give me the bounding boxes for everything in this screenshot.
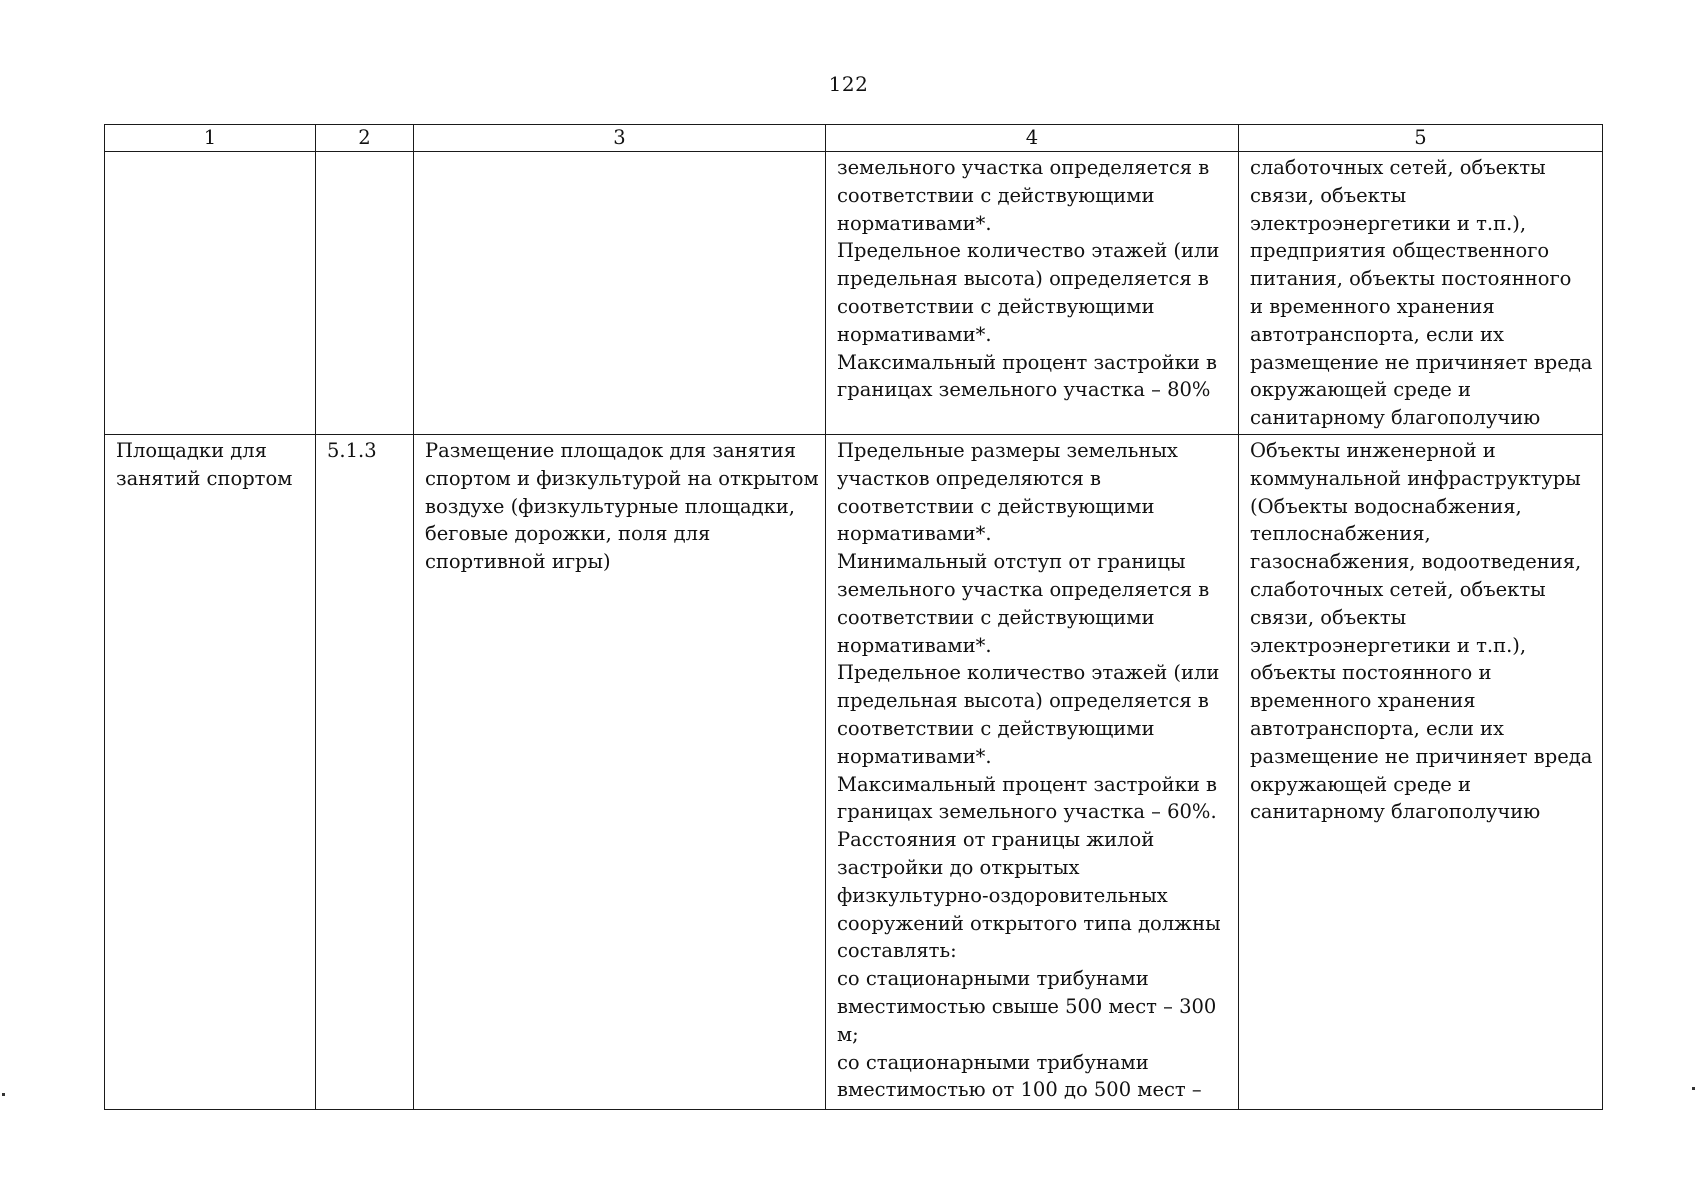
cell-text-line: спортом и физкультурой на открытом [425, 466, 819, 490]
cell-text-line: автотранспорта, если их [1250, 716, 1505, 740]
cell-auxiliary-uses [1239, 152, 1603, 435]
cell-text-line: слаботочных сетей, объекты [1250, 156, 1546, 179]
page-number: 122 [828, 72, 869, 96]
cell-text-line: со стационарными трибунами [837, 967, 1149, 991]
cell-text-line: связи, объекты [1250, 605, 1407, 629]
cell-text-line: вместимостью свыше 500 мест – 300 [837, 994, 1217, 1018]
header-col-5: 5 [1239, 125, 1603, 152]
cell-text-line: Объекты инженерной и [1250, 438, 1496, 462]
table-row-sport-grounds [105, 434, 1603, 1109]
header-col-1: 1 [105, 125, 316, 152]
cell-text-line: Максимальный процент застройки в [837, 772, 1218, 796]
cell-text-line: Расстояния от границы жилой [837, 828, 1155, 852]
cell-text-line: Максимальный процент застройки в [837, 350, 1218, 374]
cell-text-line: связи, объекты [1250, 183, 1407, 207]
cell-use-name [105, 434, 316, 1109]
cell-text-line: границах земельного участка – 60%. [837, 800, 1217, 824]
scan-mark-left [2, 1093, 5, 1096]
table-row-continued [105, 152, 1603, 435]
cell-text-line: и временного хранения [1250, 294, 1495, 318]
cell-text-line: газоснабжения, водоотведения, [1250, 550, 1582, 574]
cell-text-line: земельного участка определяется в [837, 577, 1210, 601]
cell-text-line: автотранспорта, если их [1250, 322, 1505, 346]
header-col-3: 3 [414, 125, 826, 152]
cell-text-line: питания, объекты постоянного [1250, 267, 1572, 291]
cell-text-line: предельная высота) определяется в [837, 689, 1209, 713]
cell-text-line: электроэнергетики и т.п.), [1250, 633, 1527, 657]
cell-text-line: беговые дорожки, поля для [425, 522, 711, 546]
cell-text-line: застройки до открытых [837, 855, 1080, 879]
cell-text-line: Площадки для [116, 438, 267, 462]
cell-text-line: нормативами*. [837, 322, 992, 346]
cell-parameters [826, 434, 1239, 1109]
cell-text-line: нормативами*. [837, 633, 992, 657]
cell-text-line: (Объекты водоснабжения, [1250, 494, 1522, 518]
table-header-row [105, 125, 1603, 152]
cell-text-line: физкультурно-оздоровительных [837, 883, 1168, 907]
cell-text-line: размещение не причиняет вреда [1250, 744, 1593, 768]
cell-text-line: предприятия общественного [1250, 239, 1550, 263]
cell-text-line: соответствии с действующими [837, 716, 1155, 740]
cell-text-line: окружающей среде и [1250, 772, 1471, 796]
cell-text-line: санитарному благополучию [1250, 406, 1541, 430]
cell-text-line: Предельные размеры земельных [837, 438, 1178, 462]
cell-auxiliary-uses [1239, 434, 1603, 1109]
cell-text-line: сооружений открытого типа должны [837, 911, 1221, 935]
cell-text-line: составлять: [837, 939, 957, 963]
cell-text-line: участков определяются в [837, 466, 1101, 490]
cell-parameters [826, 152, 1239, 435]
cell-text-line: вместимостью от 100 до 500 мест – [837, 1078, 1202, 1102]
cell-text-line: спортивной игры) [425, 550, 611, 574]
cell-text-line: Размещение площадок для занятия [425, 438, 797, 462]
zoning-table [104, 124, 1603, 1110]
cell-text-line: воздухе (физкультурные площадки, [425, 494, 796, 518]
cell-text-line: нормативами*. [837, 211, 992, 235]
cell-text-line: границах земельного участка – 80% [837, 378, 1211, 402]
cell-text-line: коммунальной инфраструктуры [1250, 466, 1581, 490]
cell-text-line: временного хранения [1250, 689, 1476, 713]
cell-text-line: соответствии с действующими [837, 183, 1155, 207]
cell-text-line: м; [837, 1022, 859, 1046]
cell-text-line: соответствии с действующими [837, 605, 1155, 629]
header-col-4: 4 [826, 125, 1239, 152]
cell-text-line: нормативами*. [837, 744, 992, 768]
cell-text-line: соответствии с действующими [837, 294, 1155, 318]
cell-text-line: со стационарными трибунами [837, 1050, 1149, 1074]
scan-mark-right [1692, 1087, 1695, 1090]
cell-text-line: Предельное количество этажей (или [837, 661, 1220, 685]
cell-text-line: занятий спортом [116, 466, 293, 490]
cell-text-line: соответствии с действующими [837, 494, 1155, 518]
cell-use-code [316, 152, 414, 435]
cell-text-line: слаботочных сетей, объекты [1250, 577, 1546, 601]
header-col-2: 2 [316, 125, 414, 152]
cell-use-description [414, 152, 826, 435]
cell-text-line: санитарному благополучию [1250, 800, 1541, 824]
cell-text-line: теплоснабжения, [1250, 522, 1431, 546]
cell-text-line: Минимальный отступ от границы [837, 550, 1186, 574]
cell-use-description [414, 434, 826, 1109]
cell-text-line: земельного участка определяется в [837, 156, 1210, 179]
cell-use-code [316, 434, 414, 1109]
cell-text-line: объекты постоянного и [1250, 661, 1492, 685]
cell-use-name [105, 152, 316, 435]
cell-text-line: окружающей среде и [1250, 378, 1471, 402]
cell-text-line: предельная высота) определяется в [837, 267, 1209, 291]
cell-text-line: размещение не причиняет вреда [1250, 350, 1593, 374]
cell-text-line: Предельное количество этажей (или [837, 239, 1220, 263]
cell-text-line: 5.1.3 [327, 438, 377, 462]
cell-text-line: нормативами*. [837, 522, 992, 546]
cell-text-line: электроэнергетики и т.п.), [1250, 211, 1527, 235]
